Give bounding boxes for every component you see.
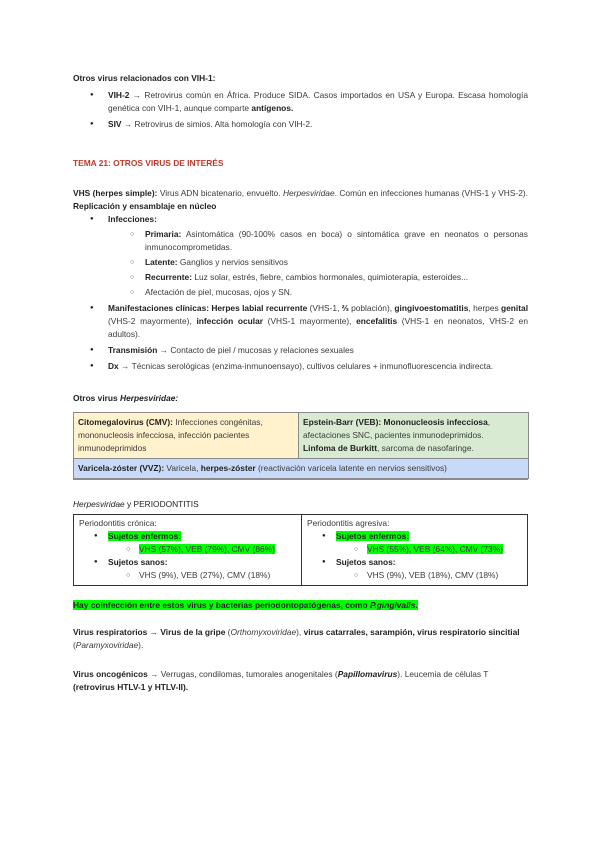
hiv-item-siv: ● SIV → Retrovirus de simios. Alta homología con VIH-2. xyxy=(73,118,528,131)
vhs-transmision: ● Transmisión → Contacto de piel / mucosas y relaciones sexuales xyxy=(73,344,528,357)
herpes-table xyxy=(73,412,528,480)
perio-cronica-enfermos-val: ○ VHS (57%), VEB (79%), CMV (86%) xyxy=(79,543,296,556)
vhs-sub-afectacion: ○ Afectación de piel, mucosas, ojos y SN. xyxy=(73,286,528,299)
hiv-section-title: Otros virus relacionados con VIH-1: xyxy=(73,73,216,83)
perio-cronica xyxy=(74,515,302,585)
hiv-item-vih2: ● VIH-2 → Retrovirus común en África. Produce SIDA. Casos importados en USA y Europa. Escasa homología genética con VIH-1, aunque comparte antígenos. xyxy=(73,89,528,115)
vhs-infecciones: ● Infecciones: xyxy=(73,213,528,226)
vhs-manifestaciones: ● Manifestaciones clínicas: Herpes labial recurrente (VHS-1, ⅔ población), gingivoestomatitis, herpes genital (VHS-2 mayormente), infección ocular (VHS-1 mayormente), encefalitis (VHS-1 en neonatos, VHS-2 en adultos). xyxy=(73,302,528,341)
perio-cronica-enfermos: ● Sujetos enfermos: xyxy=(79,530,296,543)
vhs-sub-latente: ○ Latente: Ganglios y nervios sensitivos xyxy=(73,256,528,269)
virus-oncogenicos: Virus oncogénicos → Verrugas, condilomas, tumorales anogenitales (Papillomavirus). Leucemia de células T (retrovirus HTLV-1 y HTLV-II). xyxy=(73,668,489,692)
herpes-cell-ebv: Epstein-Barr (VEB): Mononucleosis infecciosa, afectaciones SNC, pacientes inmunodeprimidos. Linfoma de Burkitt, sarcoma de nasofaringe. xyxy=(298,412,529,459)
perio-cronica-sanos-val: ○ VHS (9%), VEB (27%), CMV (18%) xyxy=(79,569,296,582)
vhs-dx: ● Dx → Técnicas serológicas (enzima-inmunoensayo), cultivos celulares + inmunofluorescencia indirecta. xyxy=(73,360,528,373)
perio-note: Hay coinfección entre estos virus y bacterias periodontopatógenas, como P.gingivalis. xyxy=(73,600,418,611)
perio-cronica-sanos: ● Sujetos sanos: xyxy=(79,556,296,569)
perio-cronica-title: Periodontitis crónica: xyxy=(79,518,157,529)
perio-agresiva xyxy=(302,515,528,585)
perio-agresiva-enfermos: ● Sujetos enfermos: xyxy=(307,530,523,543)
vhs-sub-recurrente: ○ Recurrente: Luz solar, estrés, fiebre, cambios hormonales, quimioterapia, esteroides... xyxy=(73,271,528,284)
perio-agresiva-sanos-val: ○ VHS (9%), VEB (18%), CMV (18%) xyxy=(307,569,523,582)
vhs-sub-primaria: ○ Primaria: Asintomática (90-100% casos en boca) o sintomática grave en neonatos o personas inmunocomprometidas. xyxy=(73,228,528,254)
virus-respiratorios: Virus respiratorios → Virus de la gripe (Orthomyxoviridae), virus catarrales, sarampión, virus respiratorio sincitial (Paramyxoviridae). xyxy=(73,627,520,651)
herpes-cell-vzv: Varicela-zóster (VVZ): Varicela, herpes-zóster (reactivación varicela latente en nervios sensitivos) xyxy=(73,458,529,479)
perio-agresiva-sanos: ● Sujetos sanos: xyxy=(307,556,523,569)
vhs-list xyxy=(73,213,528,373)
perio-agresiva-enfermos-val: ○ VHS (55%), VEB (64%), CMV (73%) xyxy=(307,543,523,556)
document-page xyxy=(73,72,528,694)
tema-title: TEMA 21: OTROS VIRUS DE INTERÉS xyxy=(73,158,224,169)
perio-table xyxy=(73,514,528,586)
vhs-paragraph: VHS (herpes simple): Virus ADN bicatenario, envuelto. Herpesviridae. Común en infecciones humanas (VHS-1 y VHS-2). Replicación y ensamblaje en núcleo xyxy=(73,188,528,212)
hiv-list xyxy=(73,89,528,131)
perio-agresiva-title: Periodontitis agresiva: xyxy=(307,518,390,529)
herpes-cell-cmv: Citomegalovirus (CMV): Infecciones congénitas, mononucleosis infecciosa, infección pacientes inmunodeprimidos xyxy=(73,412,299,459)
perio-title: Herpesviridae y PERIODONTITIS xyxy=(73,499,199,510)
otros-herpes-title: Otros virus Herpesviridae: xyxy=(73,393,179,404)
